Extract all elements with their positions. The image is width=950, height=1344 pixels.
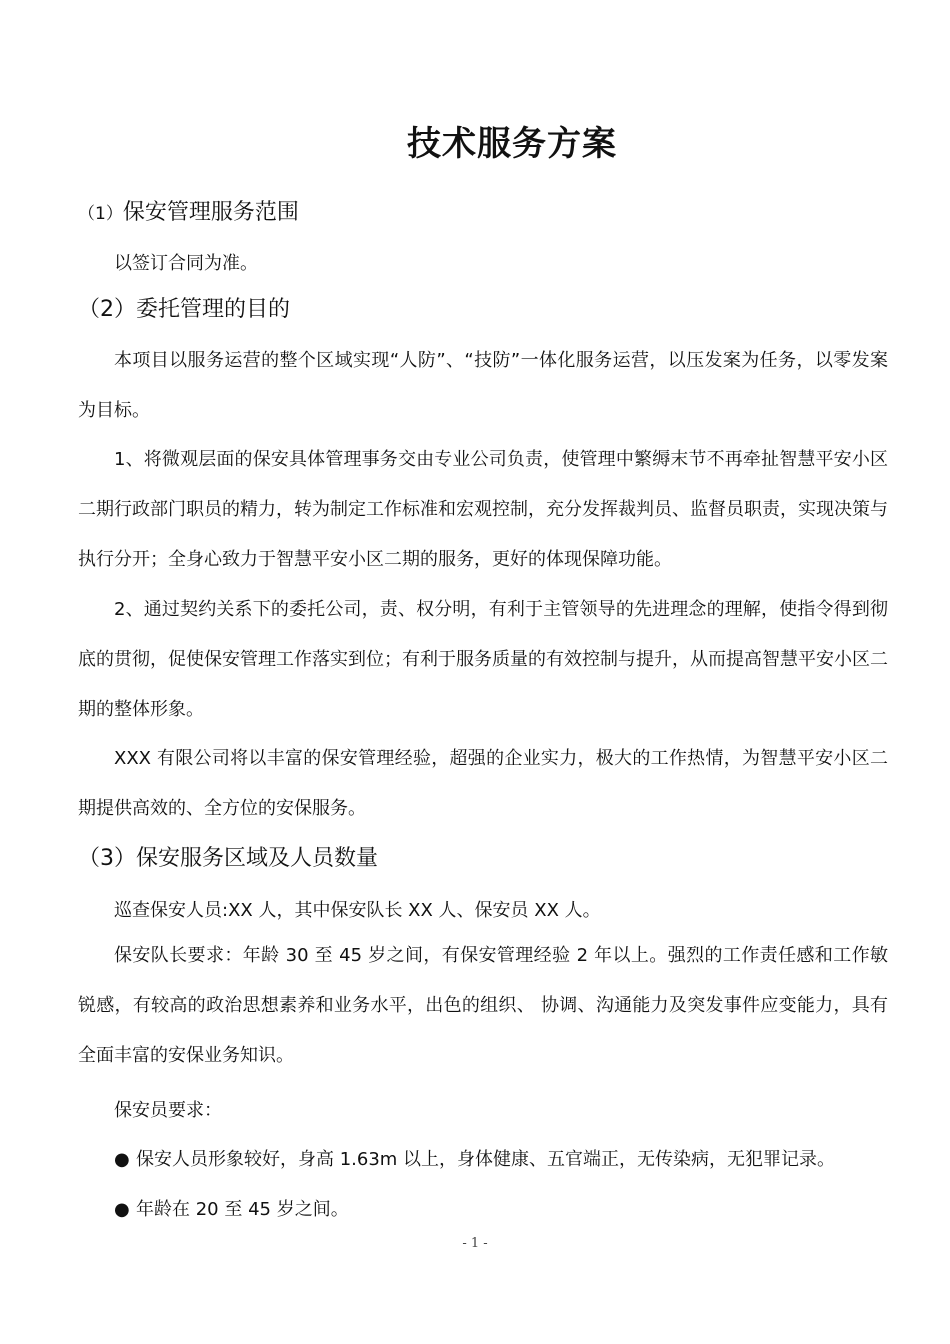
list-item-text: 保安人员形象较好，身高 1.63m 以上，身体健康、五官端正，无传染病，无犯罪记录。 [136,1149,836,1170]
bullet-icon: ● [114,1199,130,1220]
section-2-paragraph-1: 本项目以服务运营的整个区域实现“人防”、“技防”一体化服务运营，以压发案为任务，以零发案为目标。 [78,350,888,421]
bullet-icon: ● [114,1149,130,1170]
page-number: - 1 - [462,1236,488,1251]
section-1-heading [78,195,299,226]
section-2-paragraph-2: 1、将微观层面的保安具体管理事务交由专业公司负责，使管理中繁缛末节不再牵扯智慧平安小区二期行政部门职员的精力，转为制定工作标准和宏观控制，充分发挥裁判员、监督员职责，实现决策与执行分开；全身心致力于智慧平安小区二期的服务，更好的体现保障功能。 [78,449,888,570]
section-3-heading: （3）保安服务区域及人员数量 [78,846,378,871]
section-1-body: 以签订合同为准。 [114,253,258,274]
captain-requirements: 保安队长要求：年龄 30 至 45 岁之间，有保安管理经验 2 年以上。强烈的工作责任感和工作敏锐感，有较高的政治思想素养和业务水平，出色的组织、 协调、沟通能力及突发事件应变能力，具有全面丰富的安保业务知识。 [78,945,888,1066]
staff-count-line: 巡查保安人员:XX 人，其中保安队长 XX 人、保安员 XX 人。 [114,900,601,921]
list-item [114,1195,349,1221]
section-1-heading-text: 保安管理服务范围 [122,200,299,225]
section-2-heading: （2）委托管理的目的 [78,297,290,322]
list-item-text: 年龄在 20 至 45 岁之间。 [136,1199,349,1220]
list-item [114,1145,835,1171]
section-2-paragraph-4: XXX 有限公司将以丰富的保安管理经验，超强的企业实力，极大的工作热情，为智慧平安小区二期提供高效的、全方位的安保服务。 [78,748,888,819]
guard-requirements-label: 保安员要求： [114,1100,222,1121]
section-1-number: （1） [78,204,123,224]
document-title: 技术服务方案 [407,124,617,164]
section-2-paragraph-3: 2、通过契约关系下的委托公司，责、权分明，有利于主管领导的先进理念的理解，使指令得到彻底的贯彻，促使保安管理工作落实到位；有利于服务质量的有效控制与提升，从而提高智慧平安小区二期的整体形象。 [78,599,888,720]
